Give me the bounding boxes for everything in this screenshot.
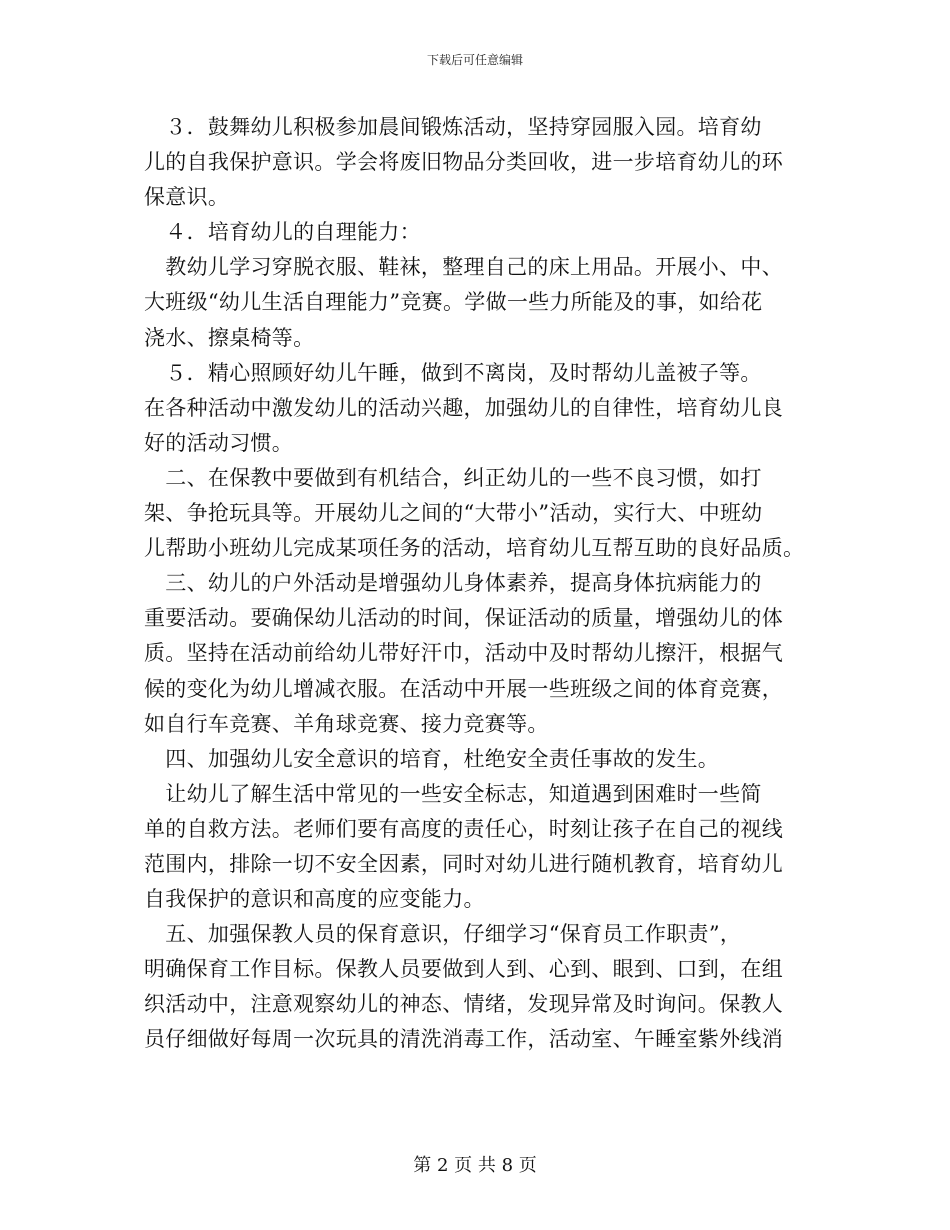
text-line: ４．培育幼儿的自理能力：	[144, 220, 421, 245]
text-line: 让幼儿了解生活中常见的一些安全标志，知道遇到困难时一些简	[144, 781, 762, 806]
text-line: 单的自救方法。老师们要有高度的责任心，时刻让孩子在自己的视线	[144, 816, 783, 841]
text-line: 大班级“幼儿生活自理能力”竞赛。学做一些力所能及的事，如给花	[144, 290, 763, 315]
text-line: 保意识。	[144, 185, 230, 210]
text-line: 架、争抢玩具等。开展幼儿之间的“大带小”活动，实行大、中班幼	[144, 501, 763, 526]
text-line: 明确保育工作目标。保教人员要做到人到、心到、眼到、口到，在组	[144, 957, 783, 982]
text-line: 自我保护的意识和高度的应变能力。	[144, 887, 485, 912]
text-line: 候的变化为幼儿增减衣服。在活动中开展一些班级之间的体育竞赛，	[144, 676, 783, 701]
text-line: 儿帮助小班幼儿完成某项任务的活动，培育幼儿互帮互助的良好品质。	[144, 536, 804, 561]
text-line: 范围内，排除一切不安全因素，同时对幼儿进行随机教育，培育幼儿	[144, 851, 783, 876]
text-line: 质。坚持在活动前给幼儿带好汗巾，活动中及时帮幼儿擦汗，根据气	[144, 641, 783, 666]
text-line: ３．鼓舞幼儿积极参加晨间锻炼活动，坚持穿园服入园。培育幼	[144, 115, 762, 139]
text-line: 在各种活动中激发幼儿的活动兴趣，加强幼儿的自律性，培育幼儿良	[144, 395, 783, 420]
document-body	[144, 110, 804, 1058]
text-line: 织活动中，注意观察幼儿的神态、情绪，发现异常及时询问。保教人	[144, 992, 783, 1017]
text-line: 重要活动。要确保幼儿活动的时间，保证活动的质量，增强幼儿的体	[144, 606, 783, 631]
text-line: 浇水、擦桌椅等。	[144, 325, 315, 350]
text-line: ５．精心照顾好幼儿午睡，做到不离岗，及时帮幼儿盖被子等。	[144, 360, 762, 385]
text-line: 员仔细做好每周一次玩具的清洗消毒工作，活动室、午睡室紫外线消	[144, 1027, 783, 1052]
text-line: 四、加强幼儿安全意识的培育，杜绝安全责任事故的发生。	[144, 746, 720, 771]
page-number-footer: 第 2 页 共 8 页	[413, 1155, 537, 1176]
text-line: 三、幼儿的户外活动是增强幼儿身体素养，提高身体抗病能力的	[144, 571, 762, 596]
text-line: 五、加强保教人员的保育意识，仔细学习“保育员工作职责”，	[144, 922, 742, 947]
text-line: 好的活动习惯。	[144, 430, 294, 455]
text-line: 教幼儿学习穿脱衣服、鞋袜，整理自己的床上用品。开展小、中、	[144, 255, 783, 280]
text-line: 儿的自我保护意识。学会将废旧物品分类回收，进一步培育幼儿的环	[144, 150, 783, 175]
text-line: 如自行车竞赛、羊角球竞赛、接力竞赛等。	[144, 711, 549, 736]
page-header-note: 下载后可任意编辑	[426, 53, 523, 67]
text-line: 二、在保教中要做到有机结合，纠正幼儿的一些不良习惯，如打	[144, 465, 762, 490]
